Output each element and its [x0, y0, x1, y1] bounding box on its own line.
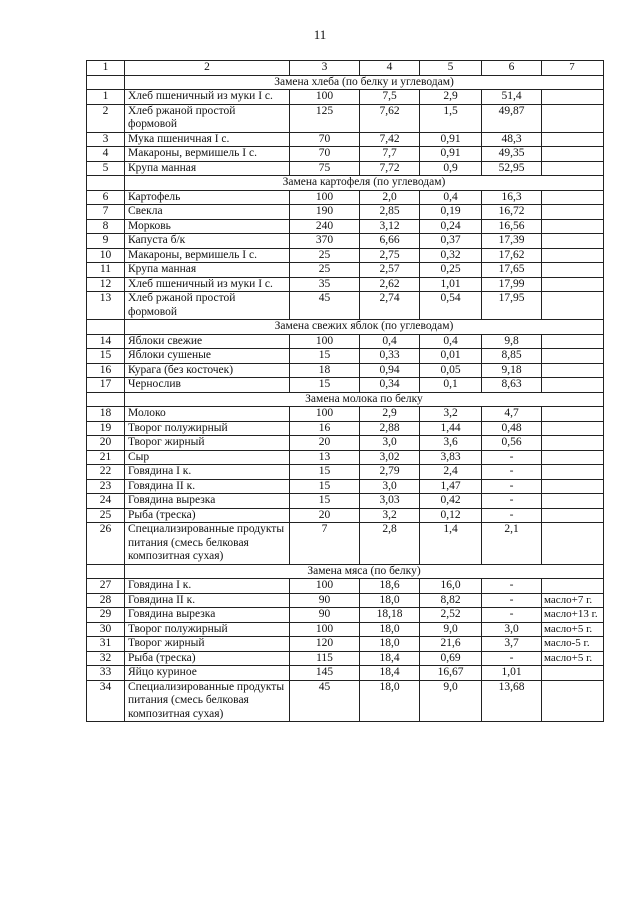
- section-title: Замена мяса (по белку): [125, 564, 604, 579]
- note-cell: [542, 579, 604, 594]
- row-number-cell: 21: [87, 450, 125, 465]
- table-row: [87, 277, 604, 292]
- product-name-cell: Макароны, вермишель I с.: [125, 147, 290, 162]
- fat-cell: 1,01: [420, 277, 482, 292]
- carbs-cell: 2,1: [482, 523, 542, 565]
- product-name-cell: Творог жирный: [125, 436, 290, 451]
- fat-cell: 0,54: [420, 292, 482, 320]
- product-name-cell: Говядина вырезка: [125, 608, 290, 623]
- note-cell: масло+7 г.: [542, 593, 604, 608]
- carbs-cell: 16,72: [482, 205, 542, 220]
- table-row: [87, 349, 604, 364]
- note-cell: [542, 334, 604, 349]
- weight-cell: 25: [290, 248, 360, 263]
- product-name-cell: Яйцо куриное: [125, 666, 290, 681]
- protein-cell: 0,34: [360, 378, 420, 393]
- weight-cell: 100: [290, 407, 360, 422]
- food-substitution-table: [86, 60, 604, 722]
- protein-cell: 3,02: [360, 450, 420, 465]
- note-cell: [542, 378, 604, 393]
- row-number-cell: 26: [87, 523, 125, 565]
- protein-cell: 18,6: [360, 579, 420, 594]
- protein-cell: 18,4: [360, 651, 420, 666]
- product-name-cell: Макароны, вермишель I с.: [125, 248, 290, 263]
- table-row: [87, 593, 604, 608]
- carbs-cell: -: [482, 508, 542, 523]
- weight-cell: 35: [290, 277, 360, 292]
- fat-cell: 21,6: [420, 637, 482, 652]
- carbs-cell: 17,39: [482, 234, 542, 249]
- note-cell: [542, 248, 604, 263]
- table-row: [87, 334, 604, 349]
- weight-cell: 15: [290, 479, 360, 494]
- note-cell: [542, 680, 604, 722]
- protein-cell: 7,7: [360, 147, 420, 162]
- product-name-cell: Сыр: [125, 450, 290, 465]
- carbs-cell: 49,87: [482, 104, 542, 132]
- table-row: [87, 190, 604, 205]
- product-name-cell: Рыба (треска): [125, 651, 290, 666]
- protein-cell: 0,4: [360, 334, 420, 349]
- header-cell: 7: [542, 61, 604, 76]
- product-name-cell: Морковь: [125, 219, 290, 234]
- protein-cell: 3,12: [360, 219, 420, 234]
- note-cell: [542, 349, 604, 364]
- protein-cell: 2,8: [360, 523, 420, 565]
- product-name-cell: Говядина II к.: [125, 479, 290, 494]
- section-blank-cell: [87, 75, 125, 90]
- weight-cell: 75: [290, 161, 360, 176]
- protein-cell: 2,79: [360, 465, 420, 480]
- table-row: [87, 508, 604, 523]
- weight-cell: 25: [290, 263, 360, 278]
- fat-cell: 0,32: [420, 248, 482, 263]
- carbs-cell: -: [482, 494, 542, 509]
- fat-cell: 0,19: [420, 205, 482, 220]
- fat-cell: 3,6: [420, 436, 482, 451]
- section-title: Замена картофеля (по углеводам): [125, 176, 604, 191]
- protein-cell: 2,62: [360, 277, 420, 292]
- row-number-cell: 12: [87, 277, 125, 292]
- carbs-cell: -: [482, 579, 542, 594]
- header-cell: 6: [482, 61, 542, 76]
- carbs-cell: 48,3: [482, 132, 542, 147]
- row-number-cell: 5: [87, 161, 125, 176]
- carbs-cell: 51,4: [482, 90, 542, 105]
- fat-cell: 0,69: [420, 651, 482, 666]
- protein-cell: 7,42: [360, 132, 420, 147]
- table-row: [87, 465, 604, 480]
- protein-cell: 6,66: [360, 234, 420, 249]
- row-number-cell: 3: [87, 132, 125, 147]
- fat-cell: 0,1: [420, 378, 482, 393]
- fat-cell: 16,0: [420, 579, 482, 594]
- note-cell: [542, 523, 604, 565]
- product-name-cell: Говядина I к.: [125, 465, 290, 480]
- product-name-cell: Творог полужирный: [125, 622, 290, 637]
- weight-cell: 15: [290, 494, 360, 509]
- table-row: [87, 132, 604, 147]
- section-blank-cell: [87, 176, 125, 191]
- protein-cell: 3,03: [360, 494, 420, 509]
- carbs-cell: 17,99: [482, 277, 542, 292]
- row-number-cell: 20: [87, 436, 125, 451]
- row-number-cell: 31: [87, 637, 125, 652]
- carbs-cell: 0,56: [482, 436, 542, 451]
- note-cell: [542, 421, 604, 436]
- row-number-cell: 6: [87, 190, 125, 205]
- note-cell: [542, 219, 604, 234]
- protein-cell: 18,0: [360, 622, 420, 637]
- fat-cell: 9,0: [420, 680, 482, 722]
- weight-cell: 100: [290, 579, 360, 594]
- row-number-cell: 29: [87, 608, 125, 623]
- section-row: [87, 176, 604, 191]
- product-name-cell: Капуста б/к: [125, 234, 290, 249]
- weight-cell: 20: [290, 436, 360, 451]
- product-name-cell: Говядина II к.: [125, 593, 290, 608]
- protein-cell: 2,74: [360, 292, 420, 320]
- table-row: [87, 147, 604, 162]
- weight-cell: 370: [290, 234, 360, 249]
- weight-cell: 70: [290, 132, 360, 147]
- carbs-cell: 8,63: [482, 378, 542, 393]
- fat-cell: 2,52: [420, 608, 482, 623]
- table-row: [87, 219, 604, 234]
- product-name-cell: Крупа манная: [125, 263, 290, 278]
- note-cell: [542, 263, 604, 278]
- note-cell: [542, 666, 604, 681]
- product-name-cell: Яблоки сушеные: [125, 349, 290, 364]
- product-name-cell: Хлеб ржаной простой формовой: [125, 292, 290, 320]
- product-name-cell: Хлеб пшеничный из муки I с.: [125, 90, 290, 105]
- row-number-cell: 7: [87, 205, 125, 220]
- fat-cell: 0,91: [420, 132, 482, 147]
- fat-cell: 0,9: [420, 161, 482, 176]
- note-cell: [542, 494, 604, 509]
- row-number-cell: 8: [87, 219, 125, 234]
- weight-cell: 120: [290, 637, 360, 652]
- table-row: [87, 248, 604, 263]
- carbs-cell: 3,7: [482, 637, 542, 652]
- note-cell: [542, 465, 604, 480]
- table-row: [87, 234, 604, 249]
- carbs-cell: 16,3: [482, 190, 542, 205]
- note-cell: [542, 436, 604, 451]
- product-name-cell: Творог полужирный: [125, 421, 290, 436]
- table-row: [87, 161, 604, 176]
- fat-cell: 16,67: [420, 666, 482, 681]
- row-number-cell: 14: [87, 334, 125, 349]
- note-cell: [542, 479, 604, 494]
- header-cell: 1: [87, 61, 125, 76]
- weight-cell: 90: [290, 608, 360, 623]
- table-row: [87, 436, 604, 451]
- weight-cell: 16: [290, 421, 360, 436]
- fat-cell: 0,37: [420, 234, 482, 249]
- table-row: [87, 651, 604, 666]
- row-number-cell: 27: [87, 579, 125, 594]
- row-number-cell: 1: [87, 90, 125, 105]
- fat-cell: 1,5: [420, 104, 482, 132]
- section-title: Замена молока по белку: [125, 392, 604, 407]
- table-row: [87, 450, 604, 465]
- product-name-cell: Мука пшеничная I с.: [125, 132, 290, 147]
- note-cell: [542, 450, 604, 465]
- note-cell: [542, 363, 604, 378]
- note-cell: [542, 292, 604, 320]
- product-name-cell: Картофель: [125, 190, 290, 205]
- carbs-cell: -: [482, 608, 542, 623]
- row-number-cell: 22: [87, 465, 125, 480]
- table-row: [87, 666, 604, 681]
- fat-cell: 3,83: [420, 450, 482, 465]
- table-row: [87, 90, 604, 105]
- product-name-cell: Творог жирный: [125, 637, 290, 652]
- row-number-cell: 13: [87, 292, 125, 320]
- note-cell: [542, 508, 604, 523]
- product-name-cell: Яблоки свежие: [125, 334, 290, 349]
- header-cell: 5: [420, 61, 482, 76]
- protein-cell: 3,2: [360, 508, 420, 523]
- carbs-cell: 8,85: [482, 349, 542, 364]
- weight-cell: 240: [290, 219, 360, 234]
- fat-cell: 0,91: [420, 147, 482, 162]
- product-name-cell: Молоко: [125, 407, 290, 422]
- row-number-cell: 2: [87, 104, 125, 132]
- carbs-cell: -: [482, 593, 542, 608]
- row-number-cell: 34: [87, 680, 125, 722]
- protein-cell: 2,0: [360, 190, 420, 205]
- carbs-cell: -: [482, 479, 542, 494]
- note-cell: [542, 90, 604, 105]
- fat-cell: 3,2: [420, 407, 482, 422]
- protein-cell: 7,5: [360, 90, 420, 105]
- product-name-cell: Крупа манная: [125, 161, 290, 176]
- protein-cell: 18,0: [360, 637, 420, 652]
- carbs-cell: 13,68: [482, 680, 542, 722]
- header-row: [87, 61, 604, 76]
- row-number-cell: 30: [87, 622, 125, 637]
- weight-cell: 100: [290, 190, 360, 205]
- fat-cell: 9,0: [420, 622, 482, 637]
- protein-cell: 0,33: [360, 349, 420, 364]
- protein-cell: 7,62: [360, 104, 420, 132]
- carbs-cell: 49,35: [482, 147, 542, 162]
- page-number: 11: [313, 27, 327, 42]
- note-cell: масло+13 г.: [542, 608, 604, 623]
- fat-cell: 0,01: [420, 349, 482, 364]
- carbs-cell: -: [482, 465, 542, 480]
- fat-cell: 1,4: [420, 523, 482, 565]
- carbs-cell: 4,7: [482, 407, 542, 422]
- table-row: [87, 104, 604, 132]
- protein-cell: 18,18: [360, 608, 420, 623]
- fat-cell: 0,25: [420, 263, 482, 278]
- note-cell: [542, 234, 604, 249]
- header-cell: 3: [290, 61, 360, 76]
- table-row: [87, 407, 604, 422]
- protein-cell: 3,0: [360, 479, 420, 494]
- protein-cell: 2,57: [360, 263, 420, 278]
- weight-cell: 115: [290, 651, 360, 666]
- section-row: [87, 320, 604, 335]
- row-number-cell: 24: [87, 494, 125, 509]
- table-row: [87, 637, 604, 652]
- weight-cell: 7: [290, 523, 360, 565]
- weight-cell: 125: [290, 104, 360, 132]
- product-name-cell: Говядина вырезка: [125, 494, 290, 509]
- section-title: Замена свежих яблок (по углеводам): [125, 320, 604, 335]
- protein-cell: 0,94: [360, 363, 420, 378]
- note-cell: масло+5 г.: [542, 622, 604, 637]
- weight-cell: 15: [290, 349, 360, 364]
- fat-cell: 2,9: [420, 90, 482, 105]
- row-number-cell: 18: [87, 407, 125, 422]
- row-number-cell: 33: [87, 666, 125, 681]
- weight-cell: 45: [290, 292, 360, 320]
- row-number-cell: 10: [87, 248, 125, 263]
- weight-cell: 70: [290, 147, 360, 162]
- fat-cell: 8,82: [420, 593, 482, 608]
- note-cell: [542, 277, 604, 292]
- fat-cell: 0,24: [420, 219, 482, 234]
- protein-cell: 2,88: [360, 421, 420, 436]
- weight-cell: 190: [290, 205, 360, 220]
- header-cell: 2: [125, 61, 290, 76]
- row-number-cell: 16: [87, 363, 125, 378]
- carbs-cell: 9,8: [482, 334, 542, 349]
- carbs-cell: 16,56: [482, 219, 542, 234]
- weight-cell: 45: [290, 680, 360, 722]
- section-row: [87, 75, 604, 90]
- section-title: Замена хлеба (по белку и углеводам): [125, 75, 604, 90]
- table-row: [87, 479, 604, 494]
- product-name-cell: Рыба (треска): [125, 508, 290, 523]
- row-number-cell: 28: [87, 593, 125, 608]
- row-number-cell: 25: [87, 508, 125, 523]
- row-number-cell: 17: [87, 378, 125, 393]
- table-row: [87, 378, 604, 393]
- product-name-cell: Хлеб пшеничный из муки I с.: [125, 277, 290, 292]
- weight-cell: 100: [290, 334, 360, 349]
- weight-cell: 18: [290, 363, 360, 378]
- row-number-cell: 19: [87, 421, 125, 436]
- carbs-cell: -: [482, 450, 542, 465]
- table-row: [87, 494, 604, 509]
- note-cell: [542, 104, 604, 132]
- header-cell: 4: [360, 61, 420, 76]
- fat-cell: 0,4: [420, 334, 482, 349]
- table-row: [87, 622, 604, 637]
- product-name-cell: Специализированные продукты питания (смесь белковая композитная сухая): [125, 680, 290, 722]
- note-cell: [542, 147, 604, 162]
- row-number-cell: 4: [87, 147, 125, 162]
- table-body: [87, 61, 604, 722]
- protein-cell: 7,72: [360, 161, 420, 176]
- product-name-cell: Чернослив: [125, 378, 290, 393]
- weight-cell: 15: [290, 378, 360, 393]
- protein-cell: 2,75: [360, 248, 420, 263]
- fat-cell: 2,4: [420, 465, 482, 480]
- row-number-cell: 9: [87, 234, 125, 249]
- carbs-cell: 52,95: [482, 161, 542, 176]
- product-name-cell: Говядина I к.: [125, 579, 290, 594]
- note-cell: [542, 161, 604, 176]
- section-blank-cell: [87, 392, 125, 407]
- carbs-cell: 9,18: [482, 363, 542, 378]
- fat-cell: 1,47: [420, 479, 482, 494]
- table-row: [87, 205, 604, 220]
- table-row: [87, 680, 604, 722]
- carbs-cell: 17,65: [482, 263, 542, 278]
- protein-cell: 18,4: [360, 666, 420, 681]
- note-cell: масло-5 г.: [542, 637, 604, 652]
- row-number-cell: 23: [87, 479, 125, 494]
- row-number-cell: 32: [87, 651, 125, 666]
- fat-cell: 0,4: [420, 190, 482, 205]
- table-row: [87, 523, 604, 565]
- fat-cell: 0,05: [420, 363, 482, 378]
- table-row: [87, 263, 604, 278]
- fat-cell: 0,42: [420, 494, 482, 509]
- note-cell: [542, 407, 604, 422]
- protein-cell: 2,85: [360, 205, 420, 220]
- weight-cell: 13: [290, 450, 360, 465]
- row-number-cell: 11: [87, 263, 125, 278]
- carbs-cell: -: [482, 651, 542, 666]
- protein-cell: 2,9: [360, 407, 420, 422]
- weight-cell: 15: [290, 465, 360, 480]
- table-row: [87, 608, 604, 623]
- weight-cell: 100: [290, 622, 360, 637]
- product-name-cell: Специализированные продукты питания (смесь белковая композитная сухая): [125, 523, 290, 565]
- protein-cell: 18,0: [360, 680, 420, 722]
- product-name-cell: Курага (без косточек): [125, 363, 290, 378]
- protein-cell: 18,0: [360, 593, 420, 608]
- product-name-cell: Хлеб ржаной простой формовой: [125, 104, 290, 132]
- weight-cell: 100: [290, 90, 360, 105]
- weight-cell: 20: [290, 508, 360, 523]
- note-cell: [542, 132, 604, 147]
- note-cell: [542, 205, 604, 220]
- weight-cell: 90: [290, 593, 360, 608]
- weight-cell: 145: [290, 666, 360, 681]
- section-row: [87, 564, 604, 579]
- table-row: [87, 421, 604, 436]
- section-blank-cell: [87, 564, 125, 579]
- carbs-cell: 0,48: [482, 421, 542, 436]
- table-row: [87, 579, 604, 594]
- table-row: [87, 292, 604, 320]
- section-blank-cell: [87, 320, 125, 335]
- carbs-cell: 1,01: [482, 666, 542, 681]
- carbs-cell: 17,95: [482, 292, 542, 320]
- fat-cell: 0,12: [420, 508, 482, 523]
- carbs-cell: 17,62: [482, 248, 542, 263]
- fat-cell: 1,44: [420, 421, 482, 436]
- product-name-cell: Свекла: [125, 205, 290, 220]
- note-cell: [542, 190, 604, 205]
- section-row: [87, 392, 604, 407]
- carbs-cell: 3,0: [482, 622, 542, 637]
- row-number-cell: 15: [87, 349, 125, 364]
- note-cell: масло+5 г.: [542, 651, 604, 666]
- table-row: [87, 363, 604, 378]
- protein-cell: 3,0: [360, 436, 420, 451]
